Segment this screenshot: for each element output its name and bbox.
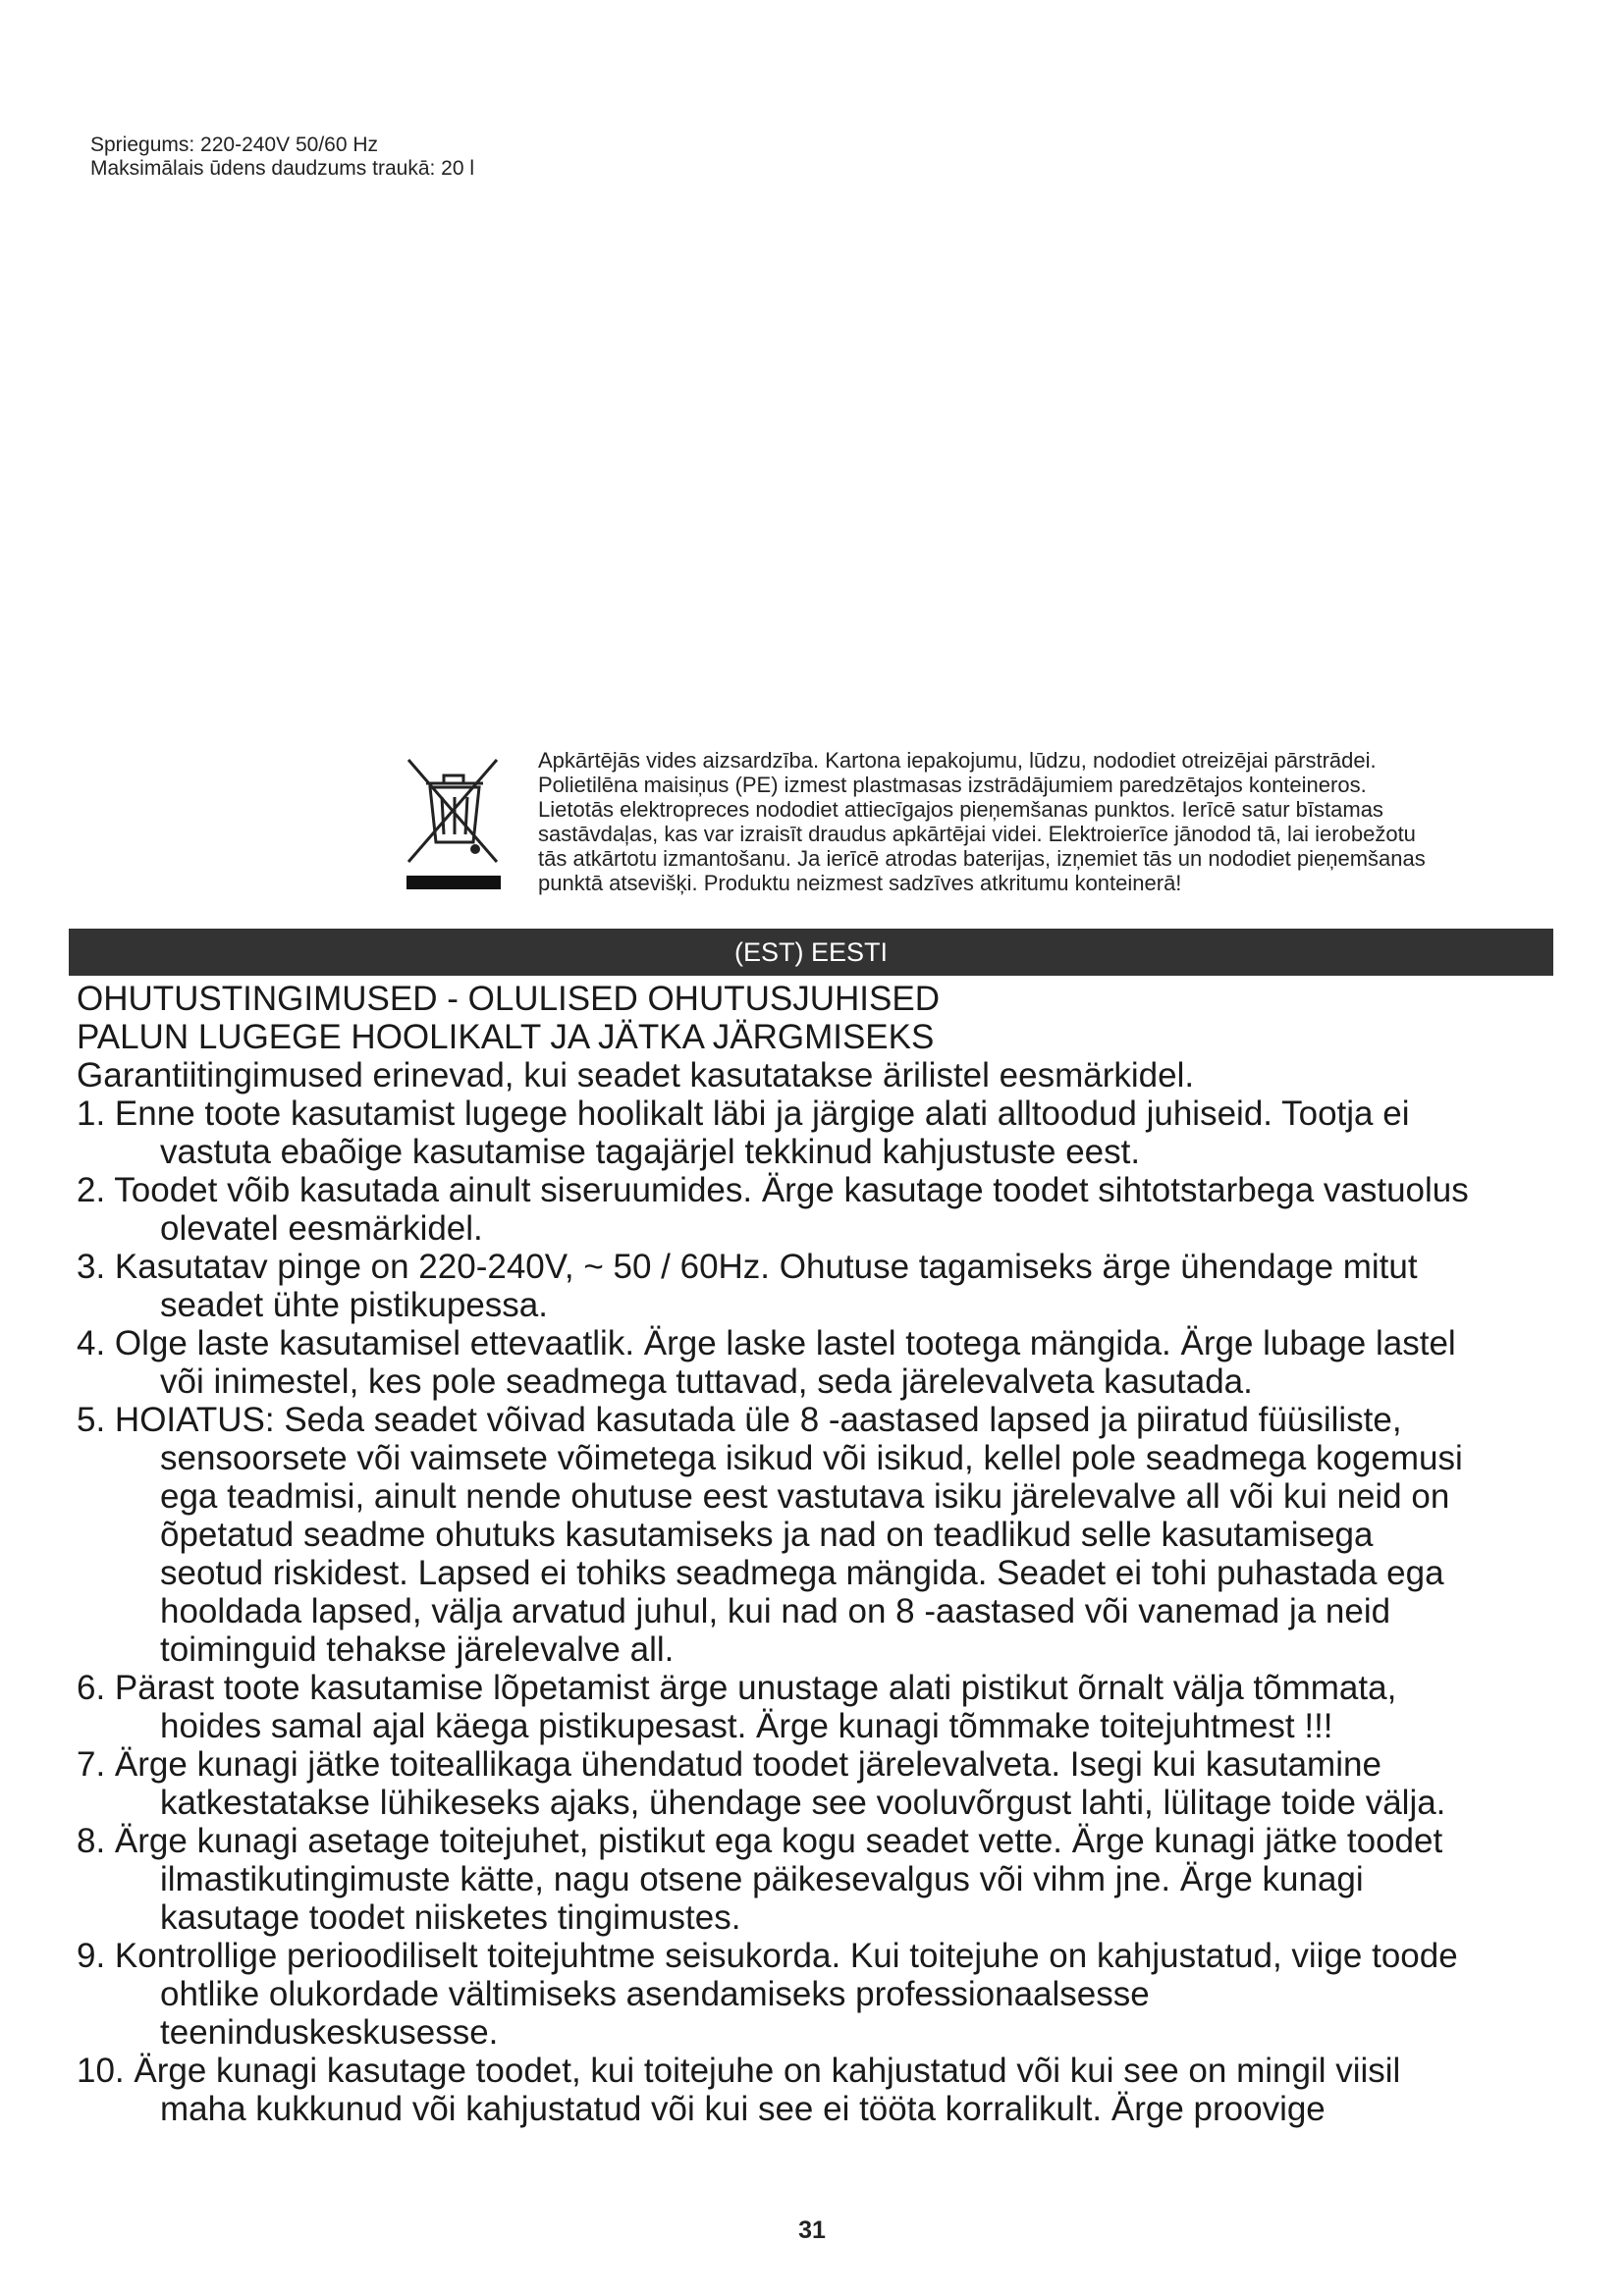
item-text: kasutage toodet niisketes tingimustes. xyxy=(160,1898,741,1937)
item-text: 4. Olge laste kasutamisel ettevaatlik. Ärge laske lastel tootega mängida. Ärge lubage lastel xyxy=(77,1324,1456,1362)
instruction-item-5 xyxy=(77,1401,1569,1669)
item-text: 3. Kasutatav pinge on 220-240V, ~ 50 / 60Hz. Ohutuse tagamiseks ärge ühendage mitut xyxy=(77,1248,1418,1286)
eco-line: Apkārtējās vides aizsardzība. Kartona iepakojumu, lūdzu, nododiet otreizējai pārstrādei. xyxy=(538,748,1377,773)
item-text: 1. Enne toote kasutamist lugege hoolikalt läbi ja järgige alati alltoodud juhiseid. Tootja ei xyxy=(77,1095,1410,1133)
crossed-out-wheelie-bin-icon xyxy=(405,752,503,891)
item-text: 5. HOIATUS: Seda seadet võivad kasutada üle 8 -aastased lapsed ja piiratud füüsiliste, xyxy=(77,1401,1402,1439)
item-text: ohtlike olukordade vältimiseks asendamiseks professionaalsesse xyxy=(160,1975,1150,2013)
item-text: sensoorsete või vaimsete võimetega isikud või isikud, kellel pole seadmega kogemusi xyxy=(160,1439,1463,1477)
voltage-spec: Spriegums: 220-240V 50/60 Hz xyxy=(90,133,379,156)
max-water-spec: Maksimālais ūdens daudzums traukā: 20 l xyxy=(90,157,475,180)
item-text: toiminguid tehakse järelevalve all. xyxy=(160,1630,675,1669)
instruction-item-6 xyxy=(77,1669,1569,1745)
instruction-item-1 xyxy=(77,1095,1569,1171)
item-text: ega teadmisi, ainult nende ohutuse eest vastutava isiku järelevalve all või kui neid on xyxy=(160,1477,1450,1516)
item-text: 10. Ärge kunagi kasutage toodet, kui toitejuhe on kahjustatud või kui see on mingil viisil xyxy=(77,2052,1401,2090)
item-text: õpetatud seadme ohutuks kasutamiseks ja nad on teadlikud selle kasutamisega xyxy=(160,1516,1374,1554)
instruction-item-3 xyxy=(77,1248,1569,1324)
instruction-item-2 xyxy=(77,1171,1569,1248)
instruction-item-10 xyxy=(77,2052,1569,2128)
item-text: teeninduskeskusesse. xyxy=(160,2013,499,2052)
safety-instructions xyxy=(77,980,1569,2128)
eco-line: Lietotās elektropreces nododiet attiecīgajos pieņemšanas punktos. Ierīcē satur bīstamas xyxy=(538,797,1383,822)
eco-line: Polietilēna maisiņus (PE) izmest plastmasas izstrādājumiem paredzētajos konteineros. xyxy=(538,773,1367,797)
item-text: olevatel eesmärkidel. xyxy=(160,1209,483,1248)
item-text: või inimestel, kes pole seadmega tuttavad, seda järelevalveta kasutada. xyxy=(160,1362,1253,1401)
item-text: seadet ühte pistikupessa. xyxy=(160,1286,548,1324)
language-section-bar: (EST) EESTI xyxy=(69,929,1553,976)
instruction-item-4 xyxy=(77,1324,1569,1401)
eco-line: punktā atsevišķi. Produktu neizmest sadzīves atkritumu konteinerā! xyxy=(538,871,1182,895)
instruction-item-9 xyxy=(77,1937,1569,2052)
item-text: 6. Pärast toote kasutamise lõpetamist ärge unustage alati pistikut õrnalt välja tõmmata, xyxy=(77,1669,1397,1707)
spec-block xyxy=(90,133,474,181)
instruction-item-7 xyxy=(77,1745,1569,1822)
page-number: 31 xyxy=(798,2216,826,2244)
safety-heading: OHUTUSTINGIMUSED - OLULISED OHUTUSJUHISED xyxy=(77,980,940,1018)
item-text: hoides samal ajal käega pistikupesast. Ärge kunagi tõmmake toitejuhtmest !!! xyxy=(160,1707,1333,1745)
eco-line: tās atkārtotu izmantošanu. Ja ierīcē atrodas baterijas, izņemiet tās un nododiet pieņemšanas xyxy=(538,846,1426,871)
eco-line: sastāvdaļas, kas var izraisīt draudus apkārtējai videi. Elektroierīce jānodod tā, lai ierobežotu xyxy=(538,822,1416,846)
item-text: vastuta ebaõige kasutamise tagajärjel tekkinud kahjustuste eest. xyxy=(160,1133,1141,1171)
item-text: ilmastikutingimuste kätte, nagu otsene päikesevalgus või vihm jne. Ärge kunagi xyxy=(160,1860,1364,1898)
warranty-note: Garantiitingimused erinevad, kui seadet kasutatakse ärilistel eesmärkidel. xyxy=(77,1056,1195,1095)
item-text: 8. Ärge kunagi asetage toitejuhet, pistikut ega kogu seadet vette. Ärge kunagi jätke toodet xyxy=(77,1822,1443,1860)
environment-notice xyxy=(538,748,1530,895)
item-text: 9. Kontrollige perioodiliselt toitejuhtme seisukorda. Kui toitejuhe on kahjustatud, viige toode xyxy=(77,1937,1458,1975)
item-text: katkestatakse lühikeseks ajaks, ühendage see vooluvõrgust lahti, lülitage toide välja. xyxy=(160,1784,1446,1822)
instruction-item-8 xyxy=(77,1822,1569,1937)
read-carefully-heading: PALUN LUGEGE HOOLIKALT JA JÄTKA JÄRGMISEKS xyxy=(77,1018,935,1056)
item-text: seotud riskidest. Lapsed ei tohiks seadmega mängida. Seadet ei tohi puhastada ega xyxy=(160,1554,1444,1592)
item-text: maha kukkunud või kahjustatud või kui see ei tööta korralikult. Ärge proovige xyxy=(160,2090,1326,2128)
item-text: 2. Toodet võib kasutada ainult siseruumides. Ärge kasutage toodet sihtotstarbega vastuolus xyxy=(77,1171,1469,1209)
item-text: hooldada lapsed, välja arvatud juhul, kui nad on 8 -aastased või vanemad ja neid xyxy=(160,1592,1391,1630)
item-text: 7. Ärge kunagi jätke toiteallikaga ühendatud toodet järelevalveta. Isegi kui kasutamine xyxy=(77,1745,1381,1784)
